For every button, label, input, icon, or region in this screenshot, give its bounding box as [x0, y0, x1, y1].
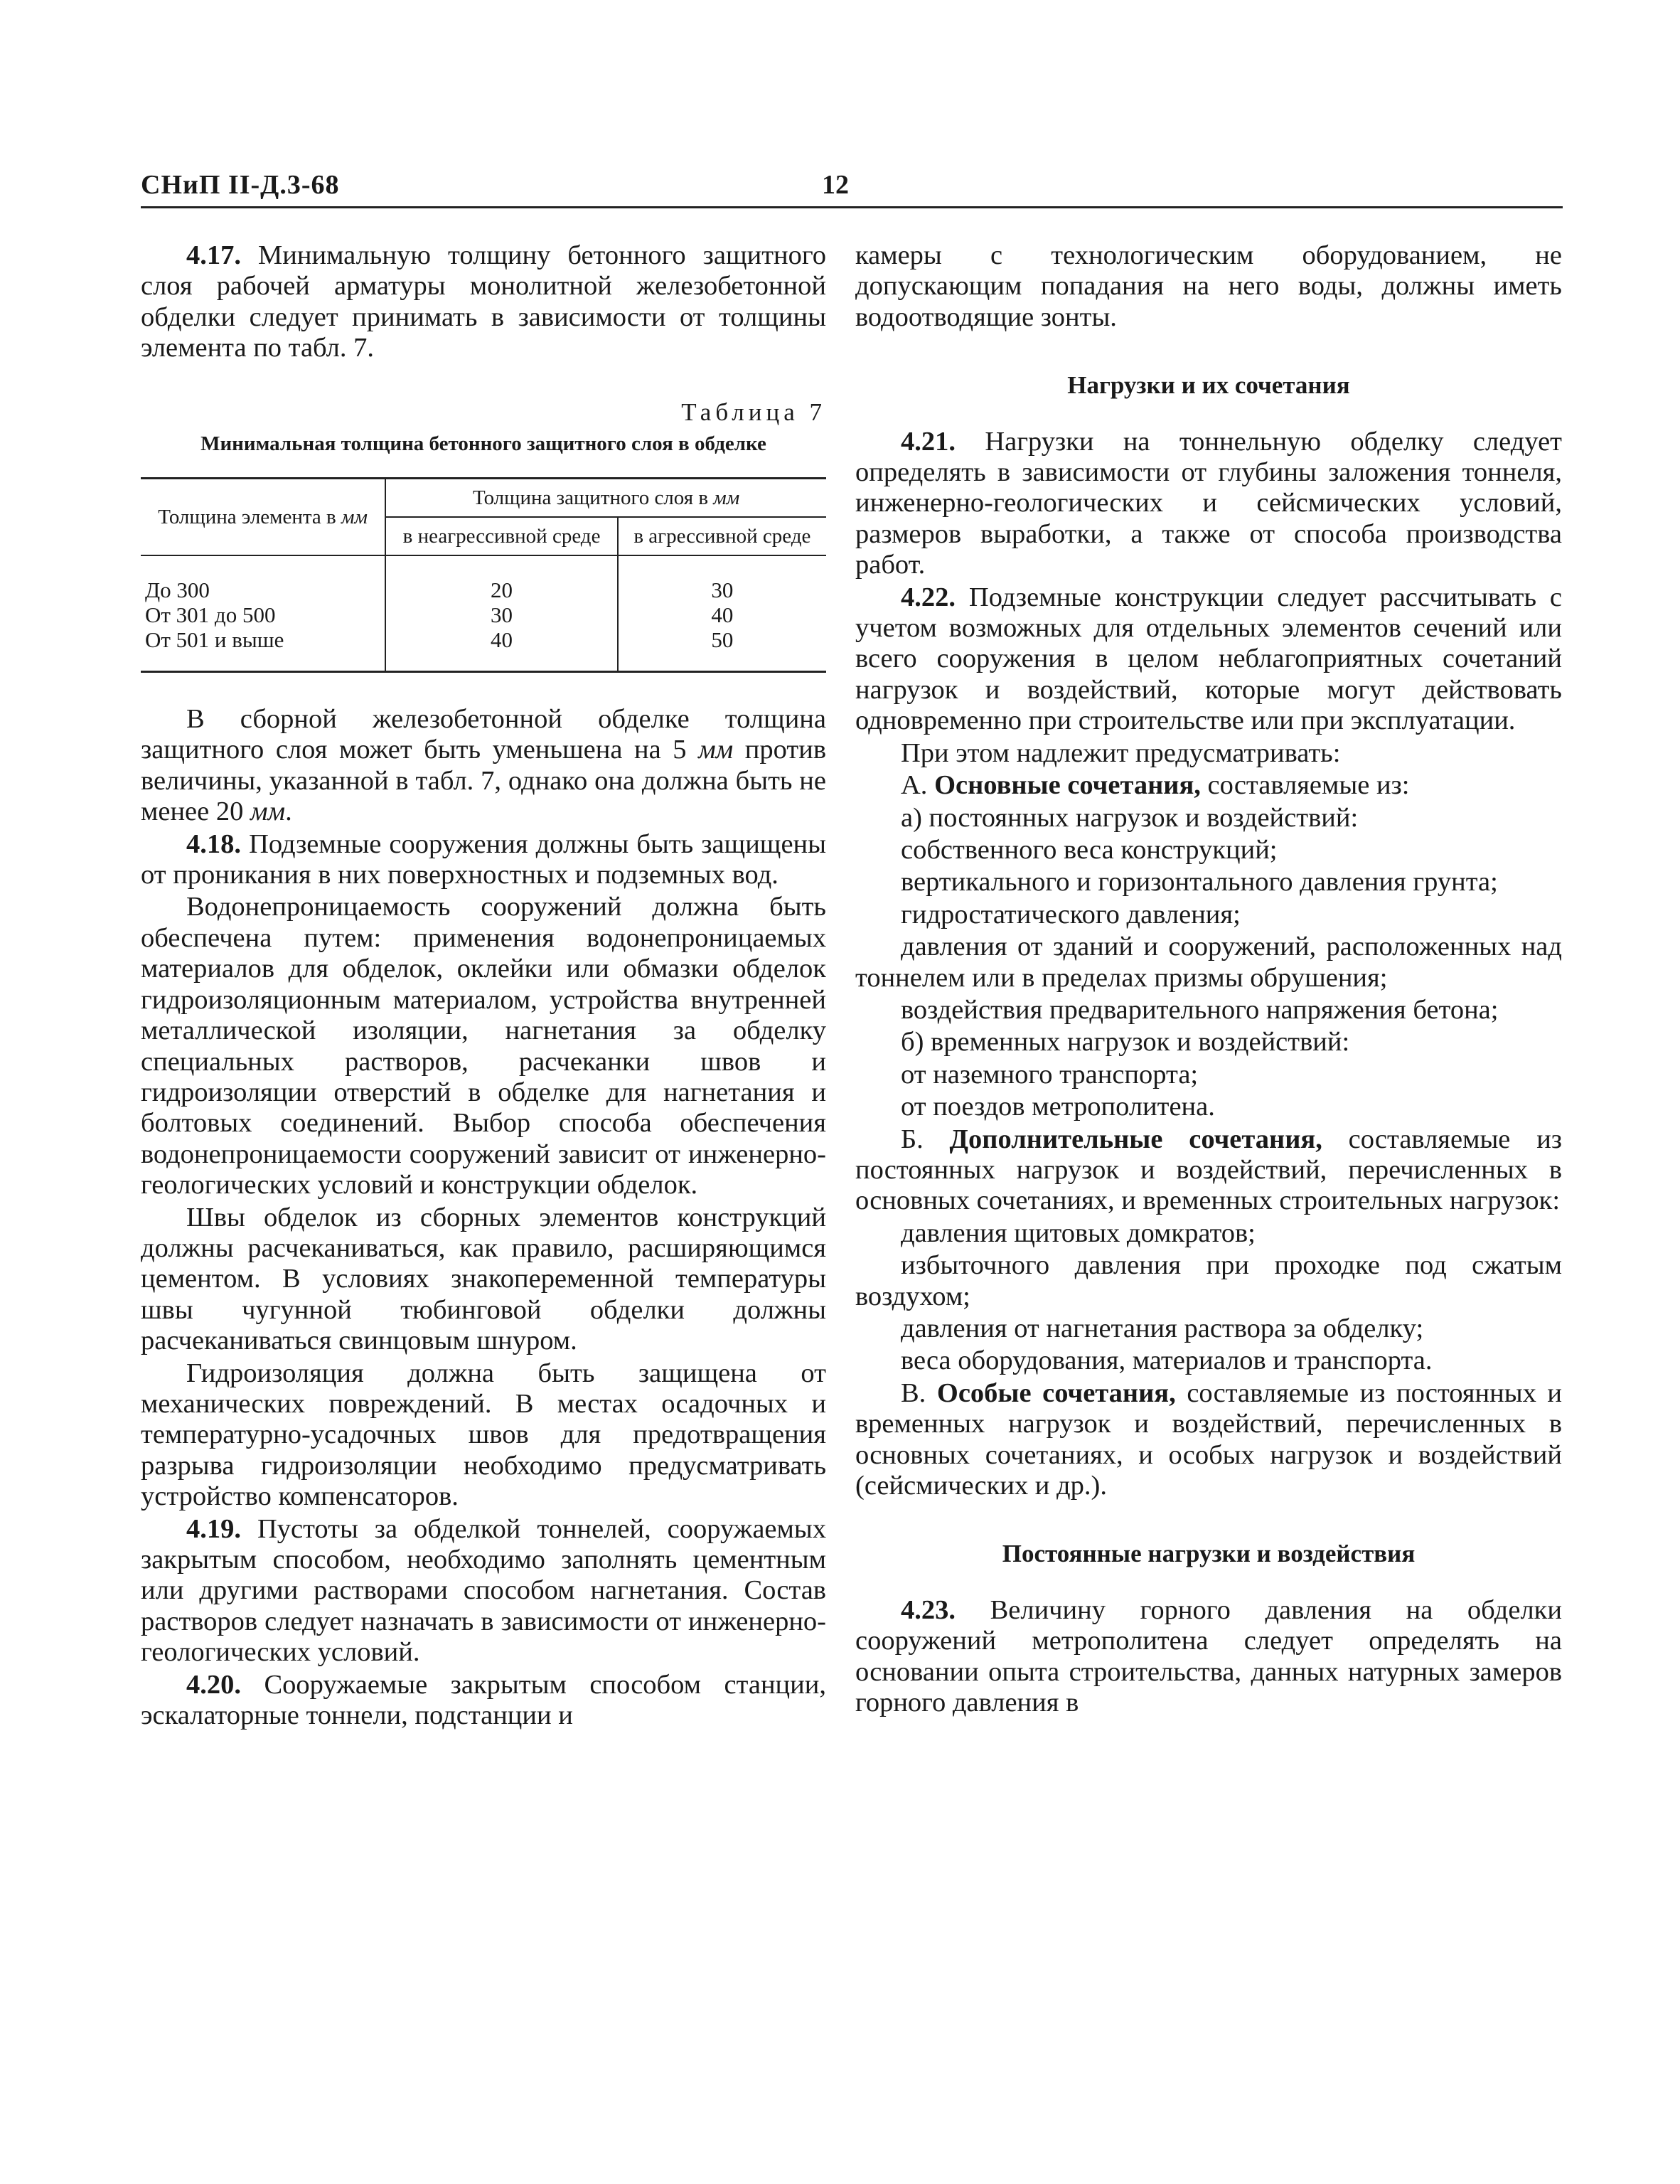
cover-thickness-table — [141, 477, 826, 673]
clause-number: 4.21. — [901, 426, 956, 457]
list-item: вертикального и горизонтального давления грунта; — [901, 867, 1498, 897]
list-item: собственного веса конструкций; — [901, 834, 1278, 865]
header-cover-thickness: Толщина защитного слоя в мм — [385, 479, 826, 518]
paragraph-4-19 — [141, 1514, 826, 1668]
paragraph-4-23 — [855, 1595, 1562, 1719]
header-non-aggressive: в неагрессивной среде — [385, 517, 617, 555]
right-column — [855, 240, 1562, 1720]
list-item: от поездов метрополитена. — [901, 1092, 1215, 1122]
table-row: От 501 и выше 40 50 — [141, 627, 826, 672]
list-item: б) временных нагрузок и воздействий: — [901, 1027, 1350, 1058]
clause-text: Величину горного давления на обделки сооружений метрополитена следует определять на основании опыта строительства, данных натурных замеров горного давления в — [855, 1594, 1562, 1718]
paragraph-4-20 — [141, 1670, 826, 1732]
list-item: давления от нагнетания раствора за обделку; — [901, 1314, 1424, 1343]
clause-number: 4.17. — [186, 240, 241, 270]
clause-number: 4.19. — [186, 1513, 241, 1544]
page-header — [141, 169, 1563, 208]
header-element-thickness: Толщина элемента в мм — [141, 479, 385, 556]
clause-number: 4.20. — [186, 1669, 241, 1700]
table-label: Таблица 7 — [681, 398, 826, 426]
section-title-permanent-loads: Постоянные нагрузки и воздействия — [1002, 1540, 1416, 1568]
paragraph-hydro-insulation: Гидроизоляция должна быть защищена от механических повреждений. В местах осадочных и температурно-усадочных швов для предотвращения разрыва гидроизоляции необходимо предусматривать устройство компенсаторов. — [141, 1358, 826, 1512]
paragraph-4-17 — [141, 240, 826, 364]
paragraph-seams: Швы обделок из сборных элементов конструкций должны расчеканиваться, как правило, расширяющимся цементом. В условиях знакопеременной температуры швы чугунной тюбинговой обделки должны расчеканиваться свинцовым шнуром. — [141, 1202, 826, 1356]
list-item: давления щитовых домкратов; — [901, 1218, 1256, 1248]
page-number: 12 — [822, 170, 849, 200]
list-item: а) постоянных нагрузок и воздействий: — [901, 802, 1359, 833]
paragraph-additional-combinations: Б. Дополнительные сочетания, составляемые из постоянных нагрузок и воздействий, перечисленных в основных сочетаниях, и временных строительных нагрузок: — [855, 1124, 1563, 1216]
paragraph-special-combinations: В. Особые сочетания, составляемые из постоянных и временных нагрузок и воздействий, перечисленных в основных сочетаниях, и особых нагрузок и воздействий (сейсмических и др.). — [855, 1378, 1563, 1501]
clause-text: Минимальную толщину бетонного защитного слоя рабочей арматуры монолитной железобетонной обделки следует принимать в зависимости от толщины элемента по табл. 7. — [141, 240, 826, 363]
clause-text: Подземные сооружения должны быть защищены от проникания в них поверхностных и подземных вод. — [141, 829, 826, 890]
paragraph-4-18 — [141, 829, 826, 891]
table-title: Минимальная толщина бетонного защитного слоя в обделке — [200, 432, 766, 456]
list-item: воздействия предварительного напряжения бетона; — [901, 994, 1499, 1025]
clause-text: Нагрузки на тоннельную обделку следует определять в зависимости от глубины заложения тоннеля, инженерно-геологических и сейсмических условий, размеров выработки, а также от способа производства работ. — [855, 426, 1562, 580]
clause-text: Сооружаемые закрытым способом станции, эскалаторные тоннели, подстанции и — [141, 1669, 826, 1731]
list-item: избыточного давления при проходке под сжатым воздухом; — [855, 1250, 1562, 1311]
paragraph-4-20-continued: камеры с технологическим оборудованием, не допускающим попадания на него воды, должны иметь водоотводящие зонты. — [855, 240, 1562, 332]
clause-number: 4.22. — [901, 582, 956, 612]
paragraph-waterproofing: Водонепроницаемость сооружений должна быть обеспечена путем: применения водонепроницаемых материалов для обделок, оклейки или обмазки обделок гидроизоляционным материалом, устройства внутренней металлической изоляции, нагнетания за обделку специальных растворов, расчеканки швов и гидроизоляции отверстий в обделке для нагнетания и болтовых соединений. Выбор способа обеспечения водонепроницаемости сооружений зависит от инженерно-геологических условий и конструкции обделок. — [141, 892, 826, 1200]
paragraph-4-21 — [855, 427, 1562, 581]
list-item: гидростатического давления; — [901, 899, 1241, 929]
left-column — [141, 240, 826, 1732]
list-item: давления от зданий и сооружений, расположенных над тоннелем или в пределах призмы обрушения; — [855, 932, 1562, 993]
document-code: СНиП II-Д.3-68 — [141, 170, 340, 200]
clause-number: 4.18. — [186, 829, 241, 859]
header-aggressive: в агрессивной среде — [618, 517, 826, 555]
table-row: От 301 до 500 30 40 — [141, 602, 826, 627]
table-row: До 300 20 30 — [141, 555, 826, 602]
paragraph-4-22 — [855, 582, 1562, 737]
paragraph-prefab-lining: В сборной железобетонной обделке толщина защитного слоя может быть уменьшена на 5 мм против величины, указанной в табл. 7, однако она должна быть не менее 20 мм. — [141, 704, 826, 827]
paragraph-main-combinations: А. Основные сочетания, составляемые из: — [901, 770, 1410, 801]
list-item: веса оборудования, материалов и транспорта. — [901, 1346, 1433, 1376]
clause-text: Пустоты за обделкой тоннелей, сооружаемых закрытым способом, необходимо заполнять цементным или другими растворами способом нагнетания. Состав растворов следует назначать в зависимости от инженерно-геологических условий. — [141, 1513, 826, 1668]
section-title-loads: Нагрузки и их сочетания — [1067, 371, 1350, 400]
list-item: от наземного транспорта; — [901, 1059, 1199, 1090]
clause-number: 4.23. — [901, 1594, 956, 1625]
clause-text: Подземные конструкции следует рассчитывать с учетом возможных для отдельных элементов сечений или всего сооружения в целом неблагоприятных сочетаний нагрузок и воздействий, которые могут действовать одновременно при строительстве или при эксплуатации. — [855, 582, 1562, 736]
paragraph-provide: При этом надлежит предусматривать: — [901, 737, 1341, 768]
